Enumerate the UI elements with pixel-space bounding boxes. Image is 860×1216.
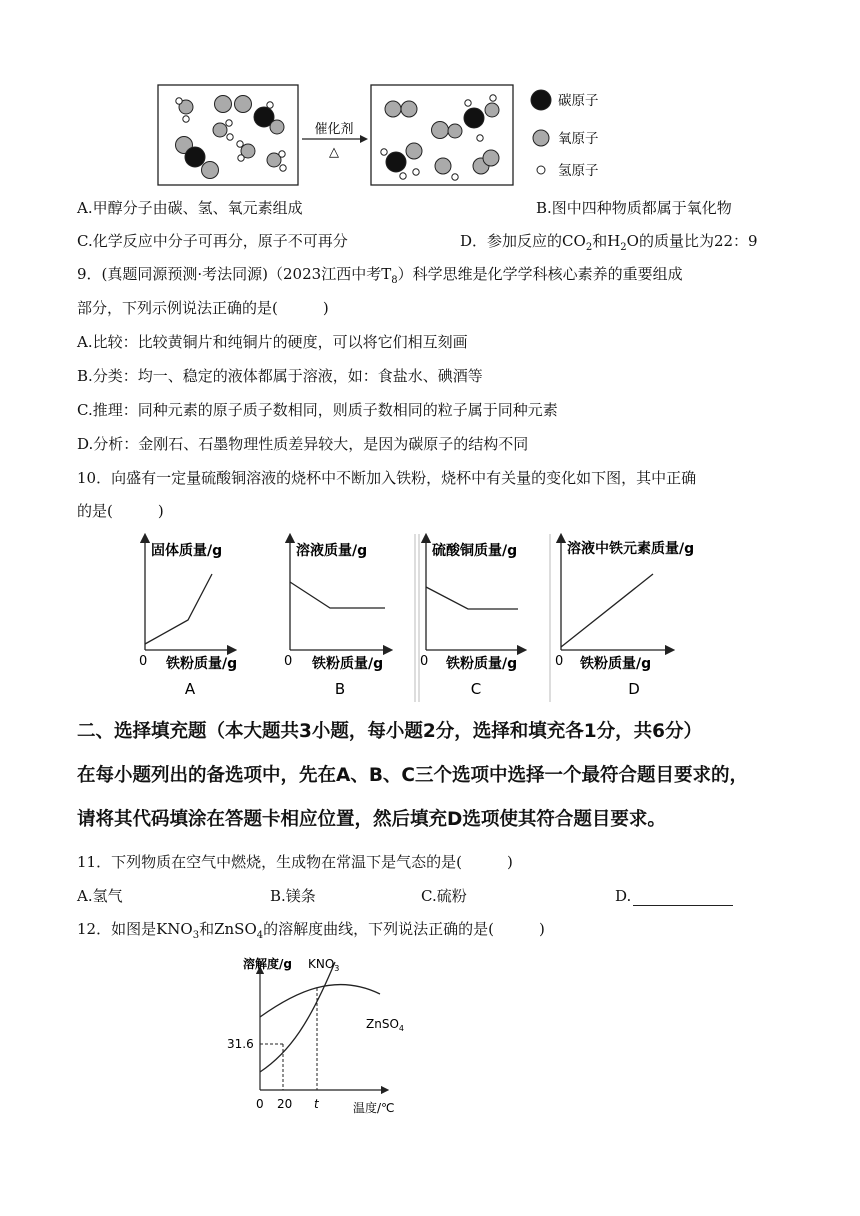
znso4-label: ZnSO$_4$ <box>366 1017 404 1033</box>
legend-carbon: 碳原子 <box>558 93 599 109</box>
reactant-molecules <box>176 96 287 179</box>
catalyst-label: 催化剂 <box>314 122 354 137</box>
graph-d-curve <box>561 574 653 647</box>
q9-option-a: A.比较：比较黄铜片和纯铜片的硬度，可以将它们相互刻画 <box>77 333 468 351</box>
q8-option-c: C.化学反应中分子可再分，原子不可再分 <box>77 232 348 250</box>
graph-a <box>139 538 237 698</box>
x-tick-0: 0 <box>256 1097 264 1111</box>
graph-d <box>550 534 694 702</box>
product-molecules <box>381 95 499 180</box>
graph-b-curve <box>290 582 385 608</box>
carbon-atom-icon <box>531 90 551 110</box>
graph-c-xlabel: 铁粉质量/g <box>446 656 518 672</box>
q9-stem-line2: 部分，下列示例说法正确的是( ) <box>77 299 329 317</box>
solubility-curve-chart <box>225 952 415 1122</box>
q8-option-d: D．参加反应的$CO_2$和$H_2O$的质量比为22：9 <box>460 232 758 253</box>
q11-stem: 11．下列物质在空气中燃烧，生成物在常温下是气态的是( ) <box>77 853 513 871</box>
q11-option-c: C.硫粉 <box>421 887 467 905</box>
znso4-curve <box>260 985 380 1017</box>
graph-b <box>284 538 388 698</box>
graph-a-letter: A <box>184 680 196 698</box>
heat-label: △ <box>329 145 339 160</box>
q12-stem: 12．如图是$KNO_3$和ZnSO$_4$的溶解度曲线，下列说法正确的是( ) <box>77 920 545 941</box>
x-tick-20: 20 <box>277 1097 293 1111</box>
graph-a-ylabel: 固体质量/g <box>151 543 223 559</box>
q9-option-d: D.分析：金刚石、石墨物理性质差异较大，是因为碳原子的结构不同 <box>77 435 529 453</box>
graph-c-letter: C <box>470 680 482 698</box>
graph-c-origin: 0 <box>420 654 429 669</box>
q9-stem-line1: 9．(真题同源预测·考法同源)（2023江西中考$T_8$）科学思维是化学学科核心素养的重要组成 <box>77 265 683 286</box>
q11-option-a: A.氢气 <box>77 887 123 905</box>
graph-a-origin: 0 <box>139 654 148 669</box>
solubility-ylabel: 溶解度/g <box>243 957 292 971</box>
graph-b-xlabel: 铁粉质量/g <box>312 656 384 672</box>
graph-b-ylabel: 溶液质量/g <box>296 543 368 559</box>
q11-option-d: D. <box>615 886 733 906</box>
kno3-label: $KNO_3$ <box>308 957 340 973</box>
q9-option-c: C.推理：同种元素的原子质子数相同，则质子数相同的粒子属于同种元素 <box>77 401 558 419</box>
q10-stem-line1: 10．向盛有一定量硫酸铜溶液的烧杯中不断加入铁粉，烧杯中有关量的变化如下图，其中正确 <box>77 469 697 487</box>
graph-b-letter: B <box>334 680 346 698</box>
q8-option-b: B.图中四种物质都属于氧化物 <box>536 199 732 217</box>
iron-powder-graphs <box>130 532 730 702</box>
q11-answer-blank[interactable] <box>633 890 733 906</box>
reaction-diagram <box>150 78 620 190</box>
legend-hydrogen: 氢原子 <box>558 163 599 179</box>
graph-b-origin: 0 <box>284 654 293 669</box>
graph-c-ylabel: 硫酸铜质量/g <box>432 543 518 559</box>
kno3-curve <box>260 962 335 1072</box>
graph-c-curve <box>426 587 518 609</box>
graph-c <box>415 534 522 702</box>
section2-instruction-2: 请将其代码填涂在答题卡相应位置，然后填充D选项使其符合题目要求。 <box>77 809 666 830</box>
legend-oxygen: 氧原子 <box>558 131 599 147</box>
graph-d-xlabel: 铁粉质量/g <box>580 656 652 672</box>
hydrogen-atom-icon <box>537 166 545 174</box>
section2-heading: 二、选择填充题（本大题共3小题，每小题2分，选择和填充各1分，共6分） <box>77 721 702 742</box>
solubility-xlabel: 温度/℃ <box>353 1101 395 1115</box>
section2-instruction-1: 在每小题列出的备选项中，先在A、B、C三个选项中选择一个最符合题目要求的， <box>77 765 748 786</box>
q9-option-b: B.分类：均一、稳定的液体都属于溶液，如：食盐水、碘酒等 <box>77 367 483 385</box>
oxygen-atom-icon <box>533 130 549 146</box>
q8-option-a: A.甲醇分子由碳、氢、氧元素组成 <box>77 199 303 217</box>
x-tick-t: t <box>314 1097 319 1111</box>
q11-option-b: B.镁条 <box>270 887 316 905</box>
graph-d-ylabel: 溶液中铁元素质量/g <box>567 541 695 557</box>
atom-legend <box>531 90 599 179</box>
graph-a-xlabel: 铁粉质量/g <box>166 656 238 672</box>
graph-d-letter: D <box>628 680 640 698</box>
graph-d-origin: 0 <box>555 654 564 669</box>
y-tick-31-6: 31.6 <box>227 1037 254 1051</box>
graph-a-curve <box>145 574 212 644</box>
q10-stem-line2: 的是( ) <box>77 502 164 520</box>
